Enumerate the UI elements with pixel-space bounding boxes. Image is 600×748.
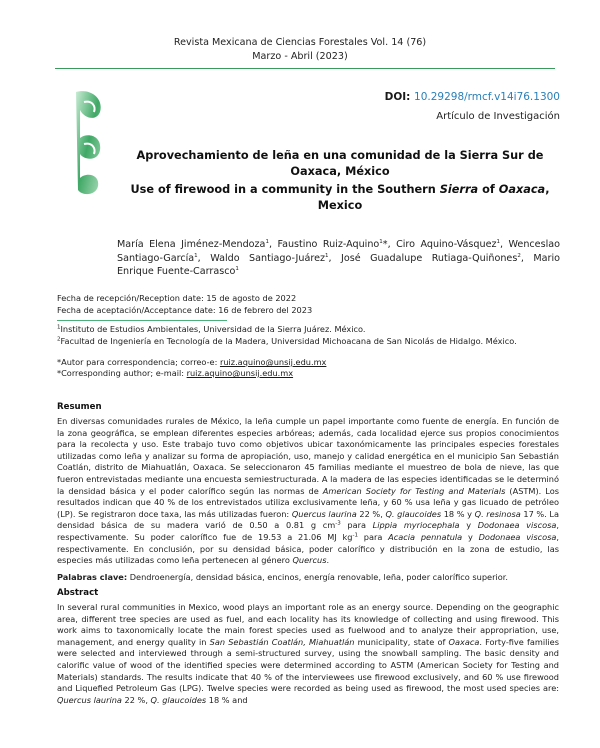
species-name: Q. glaucoides bbox=[150, 694, 207, 705]
species-name: Quercus bbox=[292, 555, 327, 566]
title-en-part: of bbox=[478, 183, 499, 196]
journal-logo bbox=[70, 88, 108, 200]
separator: , bbox=[500, 239, 509, 250]
species-name: Acacia pennatula bbox=[388, 531, 463, 542]
text-run: , respectivamente. En conclusión, por su densidad básica, poder calorífico y distribución en la zona de estudio, las especies más utilizadas como leña pertenecen al género bbox=[57, 531, 559, 566]
doi-line bbox=[385, 91, 560, 103]
text-run: . Forty-five families were selected and interviewed through a semi-structured survey, using the snowball sampling. The basic density and calorific value of wood of the identified species were determined according to ASTM (American Society for Testing and Materials) standards. The results indicate that 40 % of the interviewees use firewood exclusively, and 60 % use firewood and Liquefied Petroleum Gas (LPG). Twelve species were recorded as being used as firewood, the most used species are: bbox=[57, 636, 559, 694]
species-name: Lippia myriocephala bbox=[372, 520, 460, 531]
text-run: 22 %, bbox=[121, 694, 151, 705]
author: Wenceslao Santiago-García bbox=[117, 239, 560, 264]
text-run: In several rural communities in Mexico, wood plays an important role as an energy source. Depending on the geographic area, different tree species are used as fuel, and each locality has its knowledge of collecting and using firewood. This work aims to taxonomically locate the main forest species used as fuelwood and to analyze their appropriation, use, management, and energy quality in bbox=[57, 602, 559, 647]
text-run: para bbox=[357, 531, 389, 542]
affiliation-mark: 1 bbox=[379, 238, 383, 245]
italic-run: American Society for Testing and Materials bbox=[322, 485, 506, 496]
affiliation-mark: 2 bbox=[517, 252, 521, 259]
article-type: Artículo de Investigación bbox=[436, 111, 560, 122]
text-run: En diversas comunidades rurales de México, la leña cumple un papel importante como fuente de energía. En función de la zona geográfica, se emplean diferentes especies arbóreas; además, cada localidad ejerce sus propios conocimientos para la recolecta y uso. Este trabajo tuvo como objetivos ubicar taxonómicamente las principales especies forestales utilizadas como leña y analizar su forma de apropiación, uso, manejo y calidad energética en el municipio San Sebastián Coatlán, distrito de Miahuatlán, Oaxaca. Se seleccionaron 45 familias mediante el muestreo de bola de nieve, las que fueron entrevistadas mediante una encuesta semiestructurada. A la madera de las especies identificadas se le determinó la densidad básica y el poder calorífico según las normas de bbox=[57, 416, 559, 496]
species-name: Q. glaucoides bbox=[385, 508, 442, 519]
affiliation-1 bbox=[57, 324, 366, 335]
abstract-heading: Abstract bbox=[57, 588, 99, 598]
text-run: para bbox=[340, 520, 373, 531]
affiliation-number: 2 bbox=[57, 336, 61, 343]
title-english bbox=[120, 182, 560, 214]
correspondence-label: *Corresponding author; e-mail: bbox=[57, 368, 187, 378]
text-run: (ASTM). Los resultados indican que 40 % de los entrevistados utiliza exclusivamente leña, y 60 % usa leña y gas licuado de petróleo (LP). Se registraron doce taxa, las más utilizadas fueron: bbox=[57, 485, 559, 519]
species-name: Quercus laurina bbox=[57, 694, 122, 705]
separator: , bbox=[268, 239, 278, 250]
keywords-text: Dendroenergía, densidad básica, encinos, energía renovable, leña, poder calorífico superior. bbox=[127, 572, 508, 582]
affiliation-mark: 1 bbox=[194, 252, 198, 259]
species-name: Quercus laurina bbox=[291, 508, 357, 519]
author: Mario Enrique Fuente-Carrasco bbox=[117, 252, 560, 278]
separator: , bbox=[328, 252, 342, 264]
unit-exponent: -3 bbox=[335, 520, 341, 527]
dates-rule bbox=[57, 320, 227, 321]
separator: , bbox=[197, 252, 211, 264]
title-en-part: Use of firewood in a community in the Southern bbox=[130, 183, 440, 196]
correspondence-en bbox=[57, 368, 293, 379]
text-run: 22 %, bbox=[356, 508, 386, 519]
correspondence-email-link[interactable]: ruiz.aquino@unsij.edu.mx bbox=[186, 368, 294, 378]
journal-issue-date: Marzo - Abril (2023) bbox=[252, 51, 348, 62]
affiliation-text: Instituto de Estudios Ambientales, Universidad de la Sierra Juárez. México. bbox=[60, 324, 366, 334]
text-run: 18 % and bbox=[206, 694, 248, 705]
italic-run: San Sebastián Coatlán, Miahuatlán bbox=[209, 636, 355, 647]
title-en-italic: Sierra bbox=[439, 183, 479, 196]
affiliation-2 bbox=[57, 336, 517, 347]
text-run: municipality, state of bbox=[354, 636, 449, 647]
journal-name: Revista Mexicana de Ciencias Forestales Vol. 14 (76) bbox=[173, 37, 427, 48]
author-list bbox=[117, 238, 560, 279]
text-run: y bbox=[462, 531, 479, 542]
title-en-part: , Mexico bbox=[317, 183, 550, 212]
italic-run: Oaxaca bbox=[448, 636, 480, 647]
journal-header bbox=[0, 36, 600, 64]
unit-exponent: -1 bbox=[352, 532, 358, 539]
text-run: y bbox=[459, 520, 478, 531]
doi-label: DOI: bbox=[384, 91, 411, 103]
header-rule bbox=[55, 68, 555, 69]
affiliation-mark: 1 bbox=[265, 238, 269, 245]
correspondence-label: *Autor para correspondencia; correo-e: bbox=[57, 357, 220, 367]
author: Ciro Aquino-Vásquez bbox=[396, 239, 497, 250]
accepted-date: Fecha de aceptación/Acceptance date: 16 de febrero del 2023 bbox=[57, 305, 313, 315]
species-name: Dodonaea viscosa bbox=[478, 531, 557, 542]
keywords bbox=[57, 572, 559, 584]
species-name: Q. resinosa bbox=[474, 508, 521, 519]
affiliation-text: Facultad de Ingeniería en Tecnología de la Madera, Universidad Michoacana de San Nicolás de Hidalgo. México. bbox=[60, 336, 517, 346]
correspondence-email-link[interactable]: ruiz.aquino@unsij.edu.mx bbox=[219, 357, 327, 367]
text-run: 18 % y bbox=[441, 508, 475, 519]
species-name: Dodonaea viscosa bbox=[477, 520, 557, 531]
author: José Guadalupe Rutiaga-Quiñones bbox=[341, 252, 518, 264]
abstract-text bbox=[57, 602, 559, 706]
resumen-text bbox=[57, 416, 559, 567]
corresponding-mark: * bbox=[382, 239, 388, 250]
separator: , bbox=[520, 252, 534, 264]
text-run: 17 %. La densidad básica de su madera varió de 0.50 a 0.81 g cm bbox=[57, 508, 560, 531]
resumen-heading: Resumen bbox=[57, 402, 102, 412]
keywords-label: Palabras clave: bbox=[57, 572, 128, 582]
affiliation-mark: 1 bbox=[325, 252, 329, 259]
affiliation-mark: 1 bbox=[235, 266, 239, 272]
text-run: . bbox=[326, 555, 330, 566]
author: Faustino Ruiz-Aquino bbox=[277, 239, 380, 250]
affiliation-mark: 1 bbox=[496, 238, 501, 245]
title-en-italic: Oaxaca bbox=[498, 183, 546, 196]
correspondence-es bbox=[57, 357, 326, 368]
received-date: Fecha de recepción/Reception date: 15 de agosto de 2022 bbox=[57, 293, 297, 303]
separator: , bbox=[387, 239, 397, 250]
title-spanish: Aprovechamiento de leña en una comunidad de la Sierra Sur de Oaxaca, México bbox=[136, 149, 544, 178]
author: María Elena Jiménez-Mendoza bbox=[117, 239, 266, 250]
text-run: , respectivamente. Su poder calorífico fue de 19.53 a 21.06 MJ kg bbox=[57, 520, 559, 542]
affiliation-number: 1 bbox=[57, 324, 61, 331]
doi-value[interactable]: 10.29298/rmcf.v14i76.1300 bbox=[414, 91, 560, 103]
author: Waldo Santiago-Juárez bbox=[210, 252, 326, 264]
